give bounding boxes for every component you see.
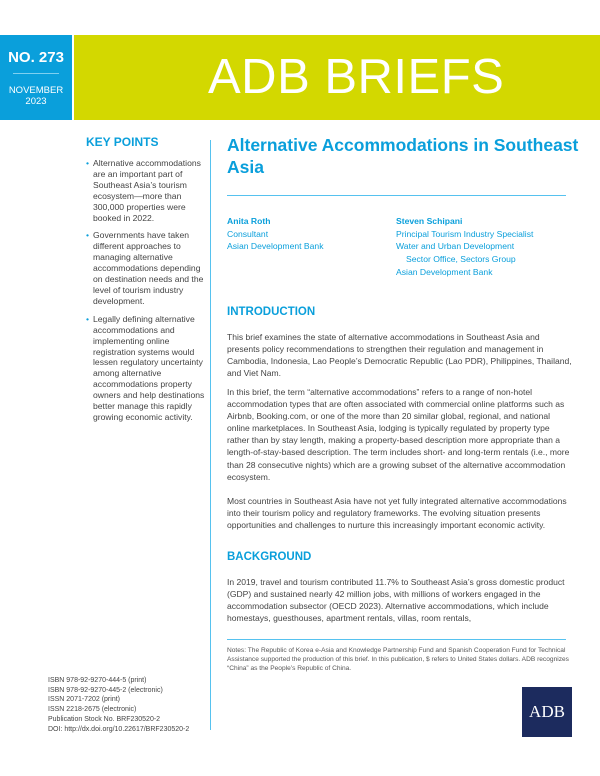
- issue-number: NO. 273: [8, 49, 64, 66]
- author-dept: Water and Urban Development: [396, 241, 515, 252]
- sidebar-divider: [210, 140, 211, 730]
- brand-title: ADB BRIEFS: [208, 50, 505, 104]
- isbn-print: ISBN 978-92-9270-444-5 (print): [48, 677, 147, 684]
- issn-electronic: ISSN 2218-2675 (electronic): [48, 706, 137, 714]
- header-banner: [74, 35, 600, 120]
- author-name: Steven Schipani: [396, 216, 463, 226]
- key-point: • Alternative accommodations are an important part of Southeast Asia’s tourism ecosystem—more than 300,000 properties were booked in 2022.: [86, 158, 210, 223]
- author-2: [396, 215, 533, 279]
- divider: [13, 73, 59, 74]
- key-point: • Governments have taken different approaches to managing alternative accommodations depending on destination needs and the level of tourism industry development.: [86, 230, 210, 306]
- adb-logo: [522, 687, 572, 737]
- stock-number: Publication Stock No. BRF230520-2: [48, 715, 161, 723]
- intro-paragraph: Most countries in Southeast Asia have not yet fully integrated alternative accommodations into their tourism policy and regulatory frameworks. The evolving situation presents opportunities and challenges to nurture this increasingly important economic activity.: [227, 496, 567, 531]
- logo-text: ADB: [529, 702, 565, 721]
- key-points-heading: KEY POINTS: [86, 135, 159, 149]
- title-divider: [227, 195, 566, 196]
- author-name: Anita Roth: [227, 216, 271, 226]
- publication-info: [48, 676, 189, 734]
- issue-date: [0, 85, 72, 107]
- key-points-list: [86, 158, 210, 430]
- isbn-electronic: ISBN 978-92-9270-445-2 (electronic): [48, 686, 163, 694]
- issue-year: 2023: [25, 96, 47, 107]
- intro-paragraph: In this brief, the term “alternative accommodations” refers to a range of non-hotel accommodation types that are often associated with commercial online platforms such as Airbnb, Booking.com, or one of the more than 20 similar global, regional, and national online marketplaces. In Southeast Asia, lodging is typically regulated by property type rather than by stay length, making a property-based description more appropriate than a length-of-stay-based description. The term includes short- and long-term rentals (i.e., more than 28 consecutive nights) which are a growing subset of the alternative accommodation ecosystem.: [227, 387, 570, 482]
- notes: Notes: The Republic of Korea e-Asia and Knowledge Partnership Fund and Spanish Cooperation Fund for Technical Assistance supported the production of this brief. In this publication, $ refers to United States dollars. ADB recognizes “China” as the People’s Republic of China.: [227, 647, 569, 673]
- background-paragraph: In 2019, travel and tourism contributed 11.7% to Southeast Asia’s gross domestic product (GDP) and sustained nearly 42 million jobs, with millions of workers engaged in the accommodation subsector (OECD 2023). Alternative accommodations, which include homestays, guesthouses, apartment rentals, villas, room rentals,: [227, 577, 565, 624]
- background-heading: BACKGROUND: [227, 551, 312, 563]
- intro-paragraph: This brief examines the state of alternative accommodations in Southeast Asia and presents policy recommendations to strengthen their regulation and management in Cambodia, Indonesia, Lao People’s Democratic Republic (Lao PDR), Philippines, Thailand, and Viet Nam.: [227, 332, 572, 379]
- author-dept: Sector Office, Sectors Group: [406, 254, 516, 265]
- issue-month: NOVEMBER: [8, 85, 64, 96]
- doi: DOI: http://dx.doi.org/10.22617/BRF230520-2: [48, 725, 190, 733]
- author-role: Consultant: [227, 228, 269, 239]
- page-title: Alternative Accommodations in Southeast Asia: [227, 135, 579, 177]
- author-1: [227, 215, 324, 253]
- introduction-heading: INTRODUCTION: [227, 306, 316, 318]
- issn-print: ISSN 2071-7202 (print): [48, 696, 120, 704]
- issue-badge: [0, 35, 72, 120]
- notes-divider: [227, 639, 566, 640]
- author-role: Principal Tourism Industry Specialist: [396, 228, 534, 239]
- author-org: Asian Development Bank: [396, 266, 493, 277]
- key-point: • Legally defining alternative accommodations and implementing online registration systems would lessen regulatory uncertainty among alternative accommodations property owners and help destinations better manage this rapidly growing economic activity.: [86, 314, 210, 423]
- author-org: Asian Development Bank: [227, 241, 324, 252]
